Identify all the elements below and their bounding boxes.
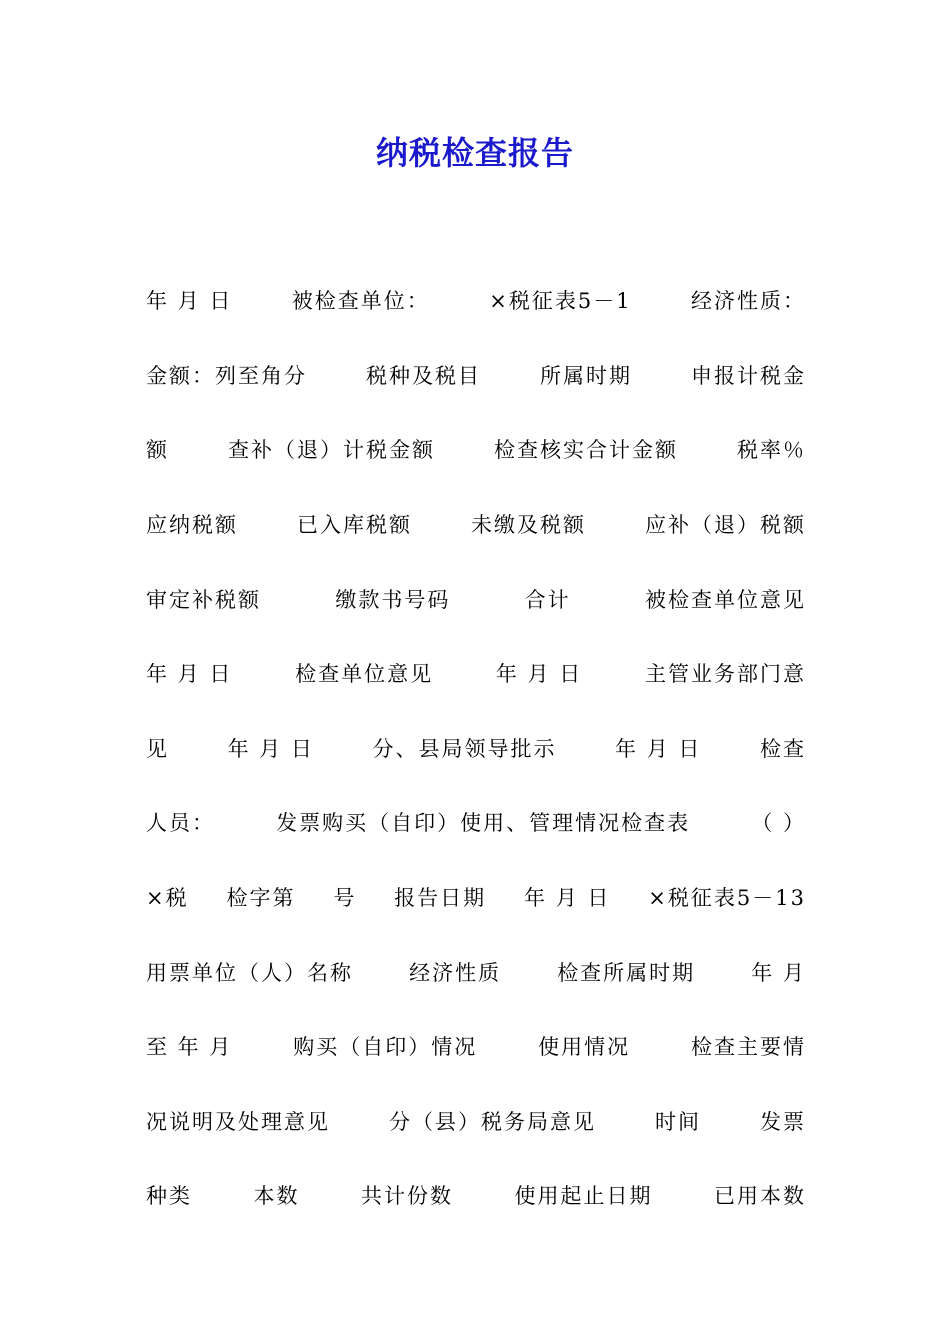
text-segment: 见 — [146, 736, 169, 761]
text-segment: 审定补税额 — [146, 587, 261, 612]
text-segment: 报告日期 — [394, 886, 487, 911]
text-line — [146, 1084, 806, 1159]
text-segment: 税种及税目 — [366, 363, 481, 388]
text-segment: 应补（退）税额 — [645, 513, 806, 538]
text-segment: 检查 — [759, 736, 806, 761]
text-line — [146, 263, 806, 338]
text-segment: 人员： — [146, 811, 215, 836]
text-segment: ×税 — [146, 886, 189, 911]
text-segment: 被检查单位： — [291, 289, 430, 314]
text-segment: 种类 — [146, 1184, 192, 1209]
text-segment: 主管业务部门意 — [644, 662, 806, 687]
text-line — [146, 487, 806, 562]
text-segment: 购买（自印）情况 — [293, 1035, 478, 1060]
text-segment: 检查所属时期 — [557, 960, 696, 985]
text-line — [146, 860, 806, 935]
text-segment: 检查主要情 — [690, 1035, 806, 1060]
text-segment: 检查单位意见 — [295, 662, 434, 687]
text-line — [146, 934, 806, 1009]
text-line — [146, 1158, 806, 1233]
text-segment: ×税征表5－13 — [648, 886, 806, 911]
text-segment: 用票单位（人）名称 — [146, 960, 353, 985]
text-segment: 发票 — [760, 1109, 806, 1134]
text-segment: 额 — [146, 438, 169, 463]
text-line — [146, 338, 806, 413]
text-line — [146, 1009, 806, 1084]
text-segment: 金额：列至角分 — [146, 363, 307, 388]
text-line — [146, 636, 806, 711]
text-segment: 查补（退）计税金额 — [228, 438, 435, 463]
text-segment: 年 月 日 — [146, 662, 233, 687]
text-segment: 所属时期 — [540, 363, 632, 388]
text-segment: 年 月 日 — [615, 736, 702, 761]
text-segment: 共计份数 — [361, 1184, 453, 1209]
text-segment: 号 — [333, 886, 357, 911]
text-segment: 况说明及处理意见 — [146, 1109, 330, 1134]
text-segment: 年 月 — [751, 960, 806, 985]
text-segment: 经济性质： — [691, 289, 806, 314]
text-segment: 经济性质 — [409, 960, 502, 985]
text-segment: 已用本数 — [714, 1184, 806, 1209]
text-segment: 申报计税金 — [691, 363, 806, 388]
text-segment: 合计 — [524, 587, 571, 612]
text-segment: 年 月 日 — [524, 886, 611, 911]
text-segment: （ ） — [751, 811, 806, 836]
text-segment: 使用起止日期 — [514, 1184, 653, 1209]
text-segment: 分、县局领导批示 — [372, 736, 557, 761]
text-line — [146, 561, 806, 636]
text-segment: 已入库税额 — [297, 513, 412, 538]
text-segment: 税率％ — [737, 438, 806, 463]
text-segment: 年 月 日 — [146, 289, 233, 314]
text-line — [146, 785, 806, 860]
text-segment: 被检查单位意见 — [644, 587, 806, 612]
text-segment: 分（县）税务局意见 — [389, 1109, 596, 1134]
text-segment: 使用情况 — [538, 1035, 631, 1060]
text-segment: 检字第 — [226, 886, 296, 911]
text-segment: 年 月 日 — [227, 736, 314, 761]
text-segment: 至 年 月 — [146, 1035, 233, 1060]
text-segment: 本数 — [253, 1184, 300, 1209]
text-line — [146, 412, 806, 487]
text-segment: 应纳税额 — [146, 513, 238, 538]
text-segment: ×税征表5－1 — [489, 289, 632, 314]
document-body — [146, 263, 806, 1233]
text-segment: 检查核实合计金额 — [494, 438, 678, 463]
text-segment: 未缴及税额 — [471, 513, 586, 538]
text-segment: 年 月 日 — [495, 662, 583, 687]
text-segment: 时间 — [655, 1109, 701, 1134]
text-segment: 发票购买（自印）使用、管理情况检查表 — [276, 811, 691, 836]
text-segment: 缴款书号码 — [335, 587, 451, 612]
document-title: 纳税检查报告 — [375, 134, 574, 172]
text-line — [146, 711, 806, 786]
